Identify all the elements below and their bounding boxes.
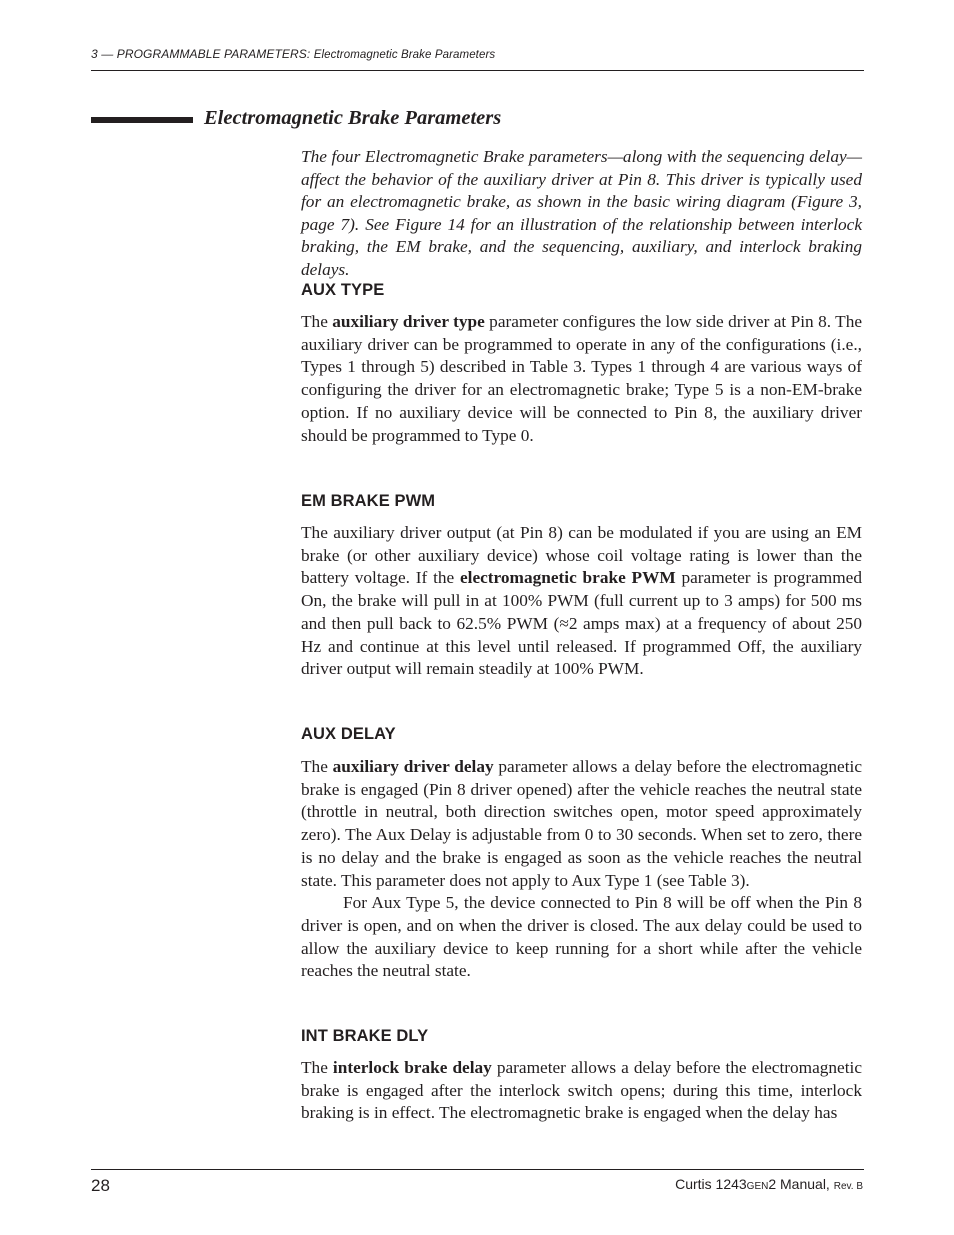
section-title: Electromagnetic Brake Parameters [204,107,502,129]
running-head [91,47,495,61]
em-brake-pwm-lead: The auxiliary driver output (at Pin 8) can be modulated if you are using an EM brake (or other auxiliary device) whose coil voltage rating is lower than the battery voltage. If the [301,523,862,588]
aux-delay-term: auxiliary driver delay [332,757,494,776]
em-brake-pwm-heading: EM BRAKE PWM [301,492,436,510]
manual-suffix: 2 Manual, [768,1176,834,1192]
aux-delay-paragraph [301,756,862,983]
aux-type-heading: AUX TYPE [301,281,385,299]
int-brake-dly-text: parameter allows a delay before the electromagnetic brake is engaged after the interlock switch opens; during this time, interlock braking is in effect. The electromagnetic brake is engaged when the delay has [301,1058,862,1123]
aux-type-paragraph [301,311,862,447]
aux-delay-paragraph-2: For Aux Type 5, the device connected to Pin 8 will be off when the Pin 8 driver is open, and on when the driver is closed. The aux delay could be used to allow the auxiliary device to keep running for a short while after the vehicle reaches the neutral state. [301,893,862,981]
int-brake-dly-lead: The [301,1058,333,1077]
int-brake-dly-heading: INT BRAKE DLY [301,1027,429,1045]
aux-type-term: auxiliary driver type [332,312,485,331]
aux-type-lead: The [301,312,333,331]
aux-delay-heading: AUX DELAY [301,725,396,743]
footer-manual-title [675,1176,863,1192]
manual-revision: Rev. B [833,1181,863,1192]
em-brake-pwm-paragraph [301,522,862,681]
running-head-section: Electromagnetic Brake Parameters [313,49,496,61]
footer-rule [91,1169,864,1170]
page-number: 28 [91,1176,110,1195]
aux-type-text: parameter configures the low side driver at Pin 8. The auxiliary driver can be programmed to operate in any of the configurations (i.e., Types 1 through 5) described in Table 3. Types 1 through 4 are various ways of configuring the driver for an electromagnetic brake; Type 5 is a non-EM-brake option. If no auxiliary device will be connected to Pin 8, the auxiliary driver should be programmed to Type 0. [301,312,863,445]
manual-gen: GEN [746,1181,769,1192]
running-head-chapter: 3 — PROGRAMMABLE PARAMETERS: [91,47,311,61]
aux-delay-text: parameter allows a delay before the electromagnetic brake is engaged (Pin 8 driver opened) after the vehicle reaches the neutral state (throttle in neutral, both direction switches open, motor speed approximately zero). The Aux Delay is adjustable from 0 to 30 seconds. When set to zero, there is no delay and the brake is engaged as soon as the vehicle reaches the neutral state. This parameter does not apply to Aux Type 1 (see Table 3). [301,757,862,890]
manual-prefix: Curtis 1243 [675,1176,747,1192]
int-brake-dly-term: interlock brake delay [332,1058,492,1077]
em-brake-pwm-term: electromagnetic brake PWM [459,568,676,588]
section-bar [91,117,193,123]
header-rule [91,70,864,71]
int-brake-dly-paragraph [301,1057,862,1125]
intro-paragraph: The four Electromagnetic Brake parameters—along with the sequencing delay—affect the behavior of the auxiliary driver at Pin 8. This driver is typically used for an electromagnetic brake, as shown in the basic wiring diagram (Figure 3, page 7). See Figure 14 for an illustration of the relationship between interlock braking, the EM brake, and the sequencing, auxiliary, and interlock braking delays. [301,147,862,279]
em-brake-pwm-text: parameter is programmed On, the brake will pull in at 100% PWM (full current up to 3 amps) for 500 ms and then pull back to 62.5% PWM (≈2 amps max) at a frequency of about 250 Hz and continue at this level until released. If programmed Off, the auxiliary driver output will remain steadily at 100% PWM. [301,568,862,679]
aux-delay-lead: The [301,757,333,776]
